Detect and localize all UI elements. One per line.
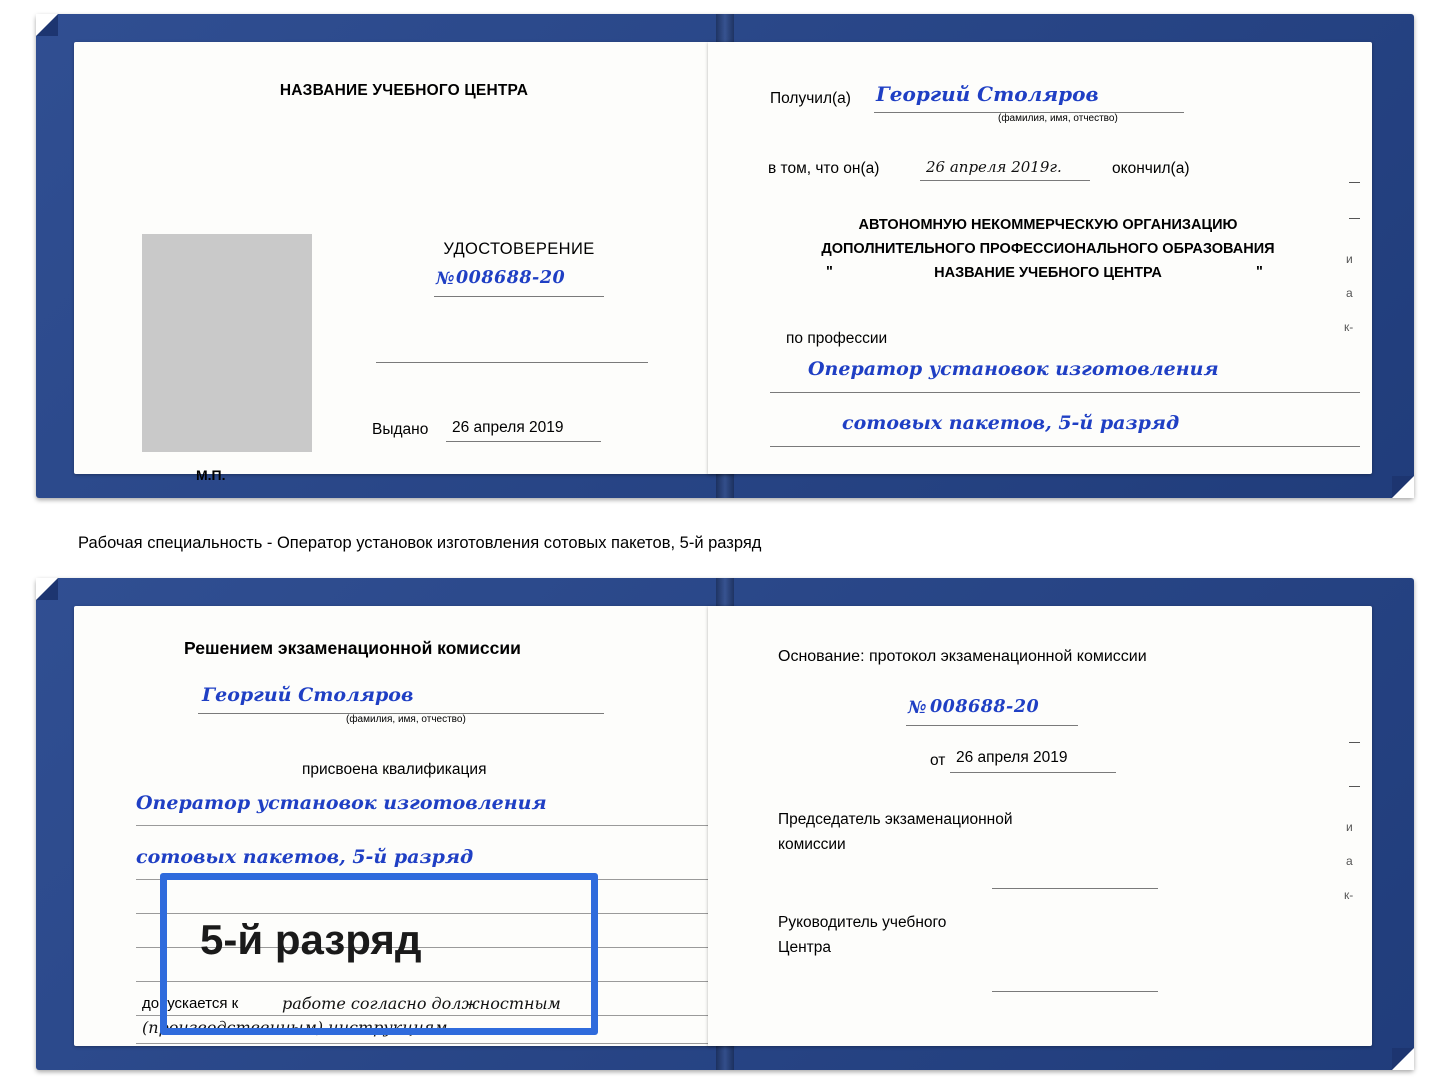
bleed-text-bottom-1: и (1346, 820, 1353, 834)
profession-label: по профессии (786, 330, 888, 347)
head-line-2: Центра (778, 939, 831, 956)
rank-highlight-label: 5-й разряд (200, 916, 422, 963)
certificate-number-symbol: № (436, 269, 455, 289)
received-name: Георгий Столяров (876, 82, 1099, 106)
certificate-top-right-page (708, 42, 1372, 474)
certificate-top-book (36, 14, 1414, 498)
blank-line-1 (376, 362, 648, 363)
name-hint-bottom: (фамилия, имя, отчество) (346, 714, 466, 725)
allowed-line-1: работе согласно должностным (282, 994, 561, 1013)
document-title: УДОСТОВЕРЕНИЕ (443, 240, 595, 258)
bleed-dash-top-2 (1349, 218, 1360, 219)
qualification-line-1: Оператор установок изготовления (136, 792, 547, 814)
allowed-line-2: (производственным) инструкциям (142, 1018, 448, 1037)
top-left-header: НАЗВАНИЕ УЧЕБНОГО ЦЕНТРА (279, 82, 529, 99)
bottom-number-underline (906, 725, 1078, 726)
profession-line-1: Оператор установок изготовления (808, 358, 1219, 380)
basis-label: Основание: протокол экзаменационной комиссии (778, 648, 1147, 665)
profession-line-2: сотовых пакетов, 5-й разряд (842, 412, 1180, 434)
org-line-2: ДОПОЛНИТЕЛЬНОГО ПРОФЕССИОНАЛЬНОГО ОБРАЗОВАНИЯ (821, 241, 1275, 257)
head-line-1: Руководитель учебного (778, 914, 947, 931)
org-line-1: АВТОНОМНУЮ НЕКОММЕРЧЕСКУЮ ОРГАНИЗАЦИЮ (858, 217, 1238, 233)
issued-date: 26 апреля 2019 (452, 419, 564, 436)
corner-fold-bottom-right (1392, 476, 1414, 498)
received-label: Получил(а) (770, 90, 851, 107)
from-label: от (930, 752, 946, 769)
qualification-rule-7 (136, 1043, 708, 1044)
stamp-label: М.П. (196, 467, 226, 483)
photo-placeholder (142, 234, 312, 452)
graduation-date-underline (920, 180, 1090, 181)
corner-fold-top-left (36, 14, 58, 36)
certificate-number-value: 008688-20 (456, 268, 566, 288)
bottom-number-symbol: № (908, 698, 927, 718)
corner-fold-bottom-right-bottom (1392, 1048, 1414, 1070)
corner-fold-bottom-left-top (36, 578, 58, 600)
name-hint-top: (фамилия, имя, отчество) (998, 113, 1118, 124)
org-name: НАЗВАНИЕ УЧЕБНОГО ЦЕНТРА (934, 265, 1162, 281)
issued-date-underline (446, 441, 601, 442)
allowed-label: допускается к (142, 995, 239, 1012)
page-caption: Рабочая специальность - Оператор установок изготовления сотовых пакетов, 5-й разряд (78, 534, 762, 552)
bleed-dash-bottom-2 (1349, 786, 1360, 787)
qualification-label: присвоена квалификация (302, 761, 487, 778)
commission-decision-title: Решением экзаменационной комиссии (184, 638, 521, 658)
bleed-text-top-2: а (1346, 286, 1353, 300)
bleed-text-bottom-2: а (1346, 854, 1353, 868)
chairman-line-1: Председатель экзаменационной (778, 811, 1013, 828)
from-date: 26 апреля 2019 (956, 749, 1068, 766)
bleed-text-bottom-3: к- (1344, 888, 1354, 902)
graduation-date: 26 апреля 2019г. (926, 158, 1062, 176)
quote-close: " (1256, 264, 1263, 280)
chairman-line-2: комиссии (778, 836, 846, 853)
quote-open: " (826, 264, 833, 280)
that-he-label: в том, что он(а) (768, 160, 880, 177)
certificate-top-left-page (74, 42, 734, 483)
bleed-dash-top-1 (1349, 182, 1360, 183)
qualification-rule-1 (136, 825, 708, 826)
profession-underline-1 (770, 392, 1360, 393)
profession-underline-2 (770, 446, 1360, 447)
finished-label: окончил(а) (1112, 160, 1190, 177)
certificate-bottom-right-page (708, 606, 1372, 1046)
bleed-dash-bottom-1 (1349, 742, 1360, 743)
chairman-signature-line (992, 888, 1158, 889)
qualification-line-2: сотовых пакетов, 5-й разряд (136, 846, 474, 868)
certificate-number-underline (434, 296, 604, 297)
bottom-name: Георгий Столяров (202, 684, 414, 706)
issued-label: Выдано (372, 421, 429, 438)
bottom-number-value: 008688-20 (930, 697, 1040, 717)
bleed-text-top-1: и (1346, 252, 1353, 266)
bleed-text-top-3: к- (1344, 320, 1354, 334)
head-signature-line (992, 991, 1158, 992)
from-date-underline (950, 772, 1116, 773)
